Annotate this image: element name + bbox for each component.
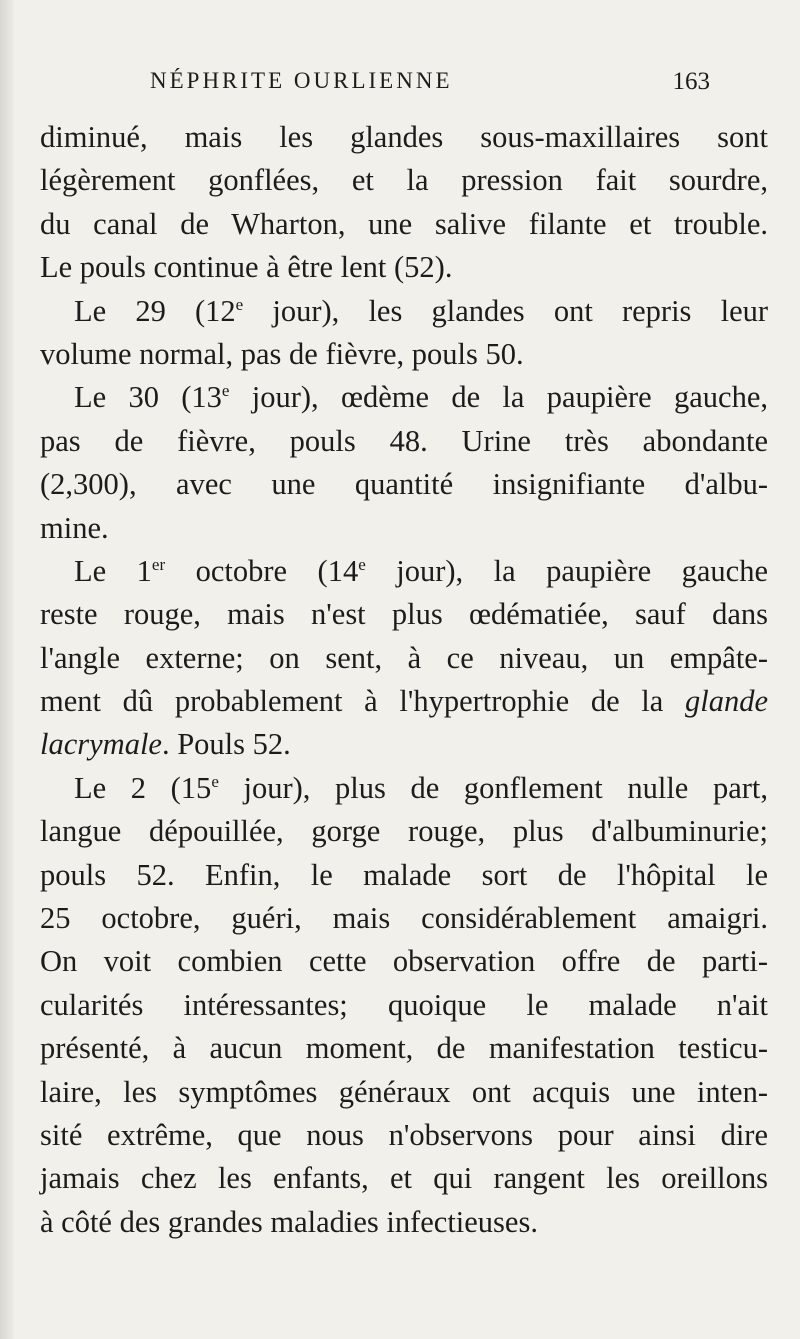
text-line: Le pouls continue à être lent (52). [40, 250, 453, 285]
text-line: reste rouge, mais n'est plus œdématiée, sauf dans [40, 597, 768, 632]
text-line: présenté, à aucun moment, de manifestation testicu- [40, 1031, 768, 1066]
text-span: Le 30 (13 [74, 380, 222, 415]
text-span: Le 1 [74, 553, 152, 588]
text-line [40, 723, 768, 766]
text-line: On voit combien cette observation offre de parti- [40, 944, 768, 979]
text-line: (2,300), avec une quantité insignifiante d'albu- [40, 467, 768, 502]
text-span: octobre (14 [165, 553, 359, 588]
running-head [150, 68, 710, 108]
text-span: jour), la paupière gauche [365, 553, 768, 588]
text-line [40, 767, 768, 810]
text-line: cularités intéressantes; quoique le malade n'ait [40, 987, 768, 1022]
body-text [40, 116, 768, 1244]
text-line: mine. [40, 510, 109, 545]
text-span: ment dû probablement à l'hypertrophie de la [40, 684, 685, 719]
running-title: NÉPHRITE OURLIENNE [150, 68, 453, 93]
text-line: l'angle externe; on sent, à ce niveau, un empâte- [40, 640, 768, 675]
italic-text: lacrymale [40, 727, 162, 762]
text-span: Le 29 (12 [74, 293, 236, 328]
text-line: laire, les symptômes généraux ont acquis une inten- [40, 1074, 768, 1109]
text-line: du canal de Wharton, une salive filante et trouble. [40, 206, 768, 241]
superscript: e [358, 554, 366, 574]
text-line: sité extrême, que nous n'observons pour ainsi dire [40, 1117, 768, 1152]
superscript: e [235, 294, 244, 314]
text-line [40, 680, 768, 723]
text-span: jour), œdème de la paupière gauche, [229, 380, 769, 415]
text-span: Le 2 (15 [74, 770, 212, 805]
text-line [40, 550, 768, 593]
text-line: langue dépouillée, gorge rouge, plus d'albuminurie; [40, 814, 768, 849]
text-line: volume normal, pas de fièvre, pouls 50. [40, 336, 524, 371]
text-span: jour), plus de gonflement nulle part, [218, 770, 769, 805]
superscript: er [151, 554, 166, 574]
text-line: pouls 52. Enfin, le malade sort de l'hôpital le [40, 857, 768, 892]
superscript: e [211, 771, 219, 791]
text-line: 25 octobre, guéri, mais considérablement amaigri. [40, 901, 768, 936]
text-line [40, 290, 768, 333]
text-line: légèrement gonflées, et la pression fait sourdre, [40, 163, 768, 198]
text-line: à côté des grandes maladies infectieuses. [40, 1204, 538, 1239]
superscript: e [221, 381, 230, 401]
text-span: . Pouls 52. [161, 727, 291, 762]
text-line: pas de fièvre, pouls 48. Urine très abondante [40, 423, 768, 458]
text-span: jour), les glandes ont repris leur [243, 293, 769, 328]
text-line: diminué, mais les glandes sous-maxillaires sont [40, 120, 768, 154]
text-line: jamais chez les enfants, et qui rangent les oreillons [40, 1161, 768, 1196]
italic-text: glande [684, 684, 768, 719]
text-line [40, 376, 768, 419]
page-number: 163 [672, 68, 710, 95]
